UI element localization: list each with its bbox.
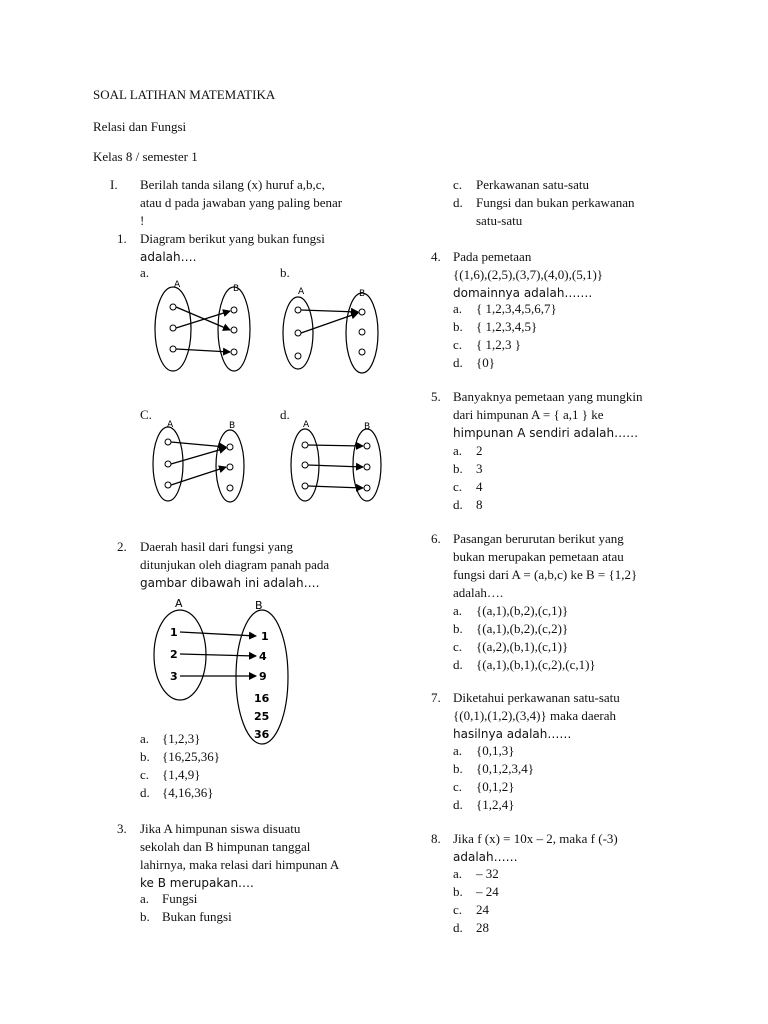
q4-line-1: Pada pemetaan <box>453 249 532 264</box>
point <box>364 485 370 491</box>
arrow <box>176 311 230 328</box>
q3-option-d-letter: d. <box>453 195 463 210</box>
arrow <box>308 465 363 467</box>
q3-option-c: Perkawanan satu-satu <box>476 177 589 192</box>
q2-option-d-letter: d. <box>140 785 150 800</box>
q6-option-d: {(a,1),(b,1),(c,2),(c,1)} <box>476 657 596 672</box>
q1-text: Diagram berikut yang bukan fungsi <box>140 231 325 246</box>
q3-option-b-letter: b. <box>140 909 150 924</box>
q7-option-d-letter: d. <box>453 797 463 812</box>
q8-line-2: adalah…… <box>453 850 518 864</box>
point <box>227 464 233 470</box>
q8-option-c-letter: c. <box>453 902 463 917</box>
diagram-c-set-a-label: A <box>167 420 174 430</box>
q6-line-2: bukan merupakan pemetaan atau <box>453 549 624 564</box>
instruction-line-3: ! <box>140 213 145 228</box>
q2-option-a-letter: a. <box>140 731 150 746</box>
q8-option-c: 24 <box>476 902 489 917</box>
q2-option-d: {4,16,36} <box>162 785 214 800</box>
q2-domain-2: 2 <box>170 648 178 661</box>
q6-option-d-letter: d. <box>453 657 463 672</box>
q2-line-3: gambar dibawah ini adalah…. <box>140 576 320 590</box>
q2-line-1: Daerah hasil dari fungsi yang <box>140 539 294 554</box>
point <box>231 349 237 355</box>
q5-option-d: 8 <box>476 497 483 512</box>
q2-codomain-36: 36 <box>254 728 270 741</box>
q6-option-c: {(a,2),(b,1),(c,1)} <box>476 639 569 654</box>
q1-label-d: d. <box>280 407 290 422</box>
point <box>302 442 308 448</box>
page-title: SOAL LATIHAN MATEMATIKA <box>93 87 276 102</box>
q2-diagram <box>154 597 288 744</box>
point <box>302 483 308 489</box>
q2-number: 2. <box>117 539 127 554</box>
q2-domain-1: 1 <box>170 626 178 639</box>
q7-line-2: {(0,1),(1,2),(3,4)} maka daerah <box>453 708 616 723</box>
point <box>364 443 370 449</box>
q8-option-a: – 32 <box>476 866 499 881</box>
q3-line-1: Jika A himpunan siswa disuatu <box>140 821 301 836</box>
arrow <box>180 632 256 636</box>
arrow <box>176 307 230 330</box>
q5-option-c: 4 <box>476 479 483 494</box>
q3-option-d: Fungsi dan bukan perkawanan <box>476 195 635 210</box>
q5-option-a: 2 <box>476 443 483 458</box>
q2-option-a: {1,2,3} <box>162 731 201 746</box>
q4-number: 4. <box>431 249 441 264</box>
q3-line-4: ke B merupakan…. <box>140 876 254 890</box>
q1-diagram-d <box>291 420 381 501</box>
point <box>170 346 176 352</box>
q7-option-a: {0,1,3} <box>476 743 515 758</box>
q1-diagram-a <box>155 280 250 371</box>
q4-option-d: {0} <box>476 355 495 370</box>
diagram-d-set-b-label: B <box>364 422 371 432</box>
q2-line-2: ditunjukan oleh diagram panah pada <box>140 557 330 572</box>
q5-option-c-letter: c. <box>453 479 463 494</box>
q5-line-1: Banyaknya pemetaan yang mungkin <box>453 389 643 404</box>
q4-option-c: { 1,2,3 } <box>476 337 521 352</box>
q1-diagram-b <box>283 287 378 373</box>
q7-option-b: {0,1,2,3,4} <box>476 761 534 776</box>
q6-option-a: {(a,1),(b,2),(c,1)} <box>476 603 569 618</box>
q7-number: 7. <box>431 690 441 705</box>
arrow <box>301 313 358 333</box>
q6-line-1: Pasangan berurutan berikut yang <box>453 531 624 546</box>
diagram-b-set-b-label: B <box>359 289 366 299</box>
point <box>359 349 365 355</box>
q6-option-b-letter: b. <box>453 621 463 636</box>
q1-text-cont: adalah…. <box>140 250 197 264</box>
point <box>295 353 301 359</box>
q4-line-2: {(1,6),(2,5),(3,7),(4,0),(5,1)} <box>453 267 604 282</box>
q6-option-c-letter: c. <box>453 639 463 654</box>
point <box>170 325 176 331</box>
diagram-a-set-a-label: A <box>174 280 181 290</box>
q5-option-a-letter: a. <box>453 443 463 458</box>
q4-option-d-letter: d. <box>453 355 463 370</box>
q8-option-d-letter: d. <box>453 920 463 935</box>
point <box>364 464 370 470</box>
q5-option-b-letter: b. <box>453 461 463 476</box>
q3-number: 3. <box>117 821 127 836</box>
q2-option-b: {16,25,36} <box>162 749 220 764</box>
q7-option-c: {0,1,2} <box>476 779 515 794</box>
q2-set-b-label: B <box>255 599 263 612</box>
point <box>359 329 365 335</box>
q5-line-2: dari himpunan A = { a,1 } ke <box>453 407 604 422</box>
q5-option-d-letter: d. <box>453 497 463 512</box>
q8-option-b-letter: b. <box>453 884 463 899</box>
page-subtitle: Relasi dan Fungsi <box>93 119 187 134</box>
instruction-line-2: atau d pada jawaban yang paling benar <box>140 195 343 210</box>
q8-option-a-letter: a. <box>453 866 463 881</box>
arrow <box>171 448 226 464</box>
q3-line-3: lahirnya, maka relasi dari himpunan A <box>140 857 340 872</box>
point <box>231 327 237 333</box>
q2-domain-3: 3 <box>170 670 178 683</box>
q8-line-1: Jika f (x) = 10x – 2, maka f (-3) <box>453 831 618 846</box>
point <box>227 444 233 450</box>
q2-codomain-25: 25 <box>254 710 270 723</box>
point <box>165 482 171 488</box>
q2-codomain-16: 16 <box>254 692 270 705</box>
q7-option-d: {1,2,4} <box>476 797 515 812</box>
q2-codomain-1: 1 <box>261 630 269 643</box>
q3-line-2: sekolah dan B himpunan tanggal <box>140 839 311 854</box>
q2-option-c-letter: c. <box>140 767 150 782</box>
arrow <box>171 442 226 447</box>
arrow <box>180 654 256 656</box>
q2-codomain-9: 9 <box>259 670 267 683</box>
q7-option-b-letter: b. <box>453 761 463 776</box>
q6-line-3: fungsi dari A = (a,b,c) ke B = {1,2} <box>453 567 638 582</box>
q4-line-3: domainnya adalah……. <box>453 286 593 300</box>
q5-line-3: himpunan A sendiri adalah…… <box>453 426 639 440</box>
point <box>302 462 308 468</box>
point <box>170 304 176 310</box>
q4-option-b-letter: b. <box>453 319 463 334</box>
q2-codomain-4: 4 <box>259 650 267 663</box>
point <box>227 485 233 491</box>
q2-set-a-label: A <box>175 597 183 610</box>
q8-option-d: 28 <box>476 920 489 935</box>
q4-option-c-letter: c. <box>453 337 463 352</box>
q4-option-a-letter: a. <box>453 301 463 316</box>
q3-option-c-letter: c. <box>453 177 463 192</box>
q6-number: 6. <box>431 531 441 546</box>
point <box>165 439 171 445</box>
q5-number: 5. <box>431 389 441 404</box>
q1-label-c: C. <box>140 407 152 422</box>
q4-option-b: { 1,2,3,4,5} <box>476 319 538 334</box>
point <box>295 330 301 336</box>
q6-line-4: adalah…. <box>453 585 504 600</box>
diagram-a-set-b-label: B <box>233 284 240 294</box>
q6-option-b: {(a,1),(b,2),(c,2)} <box>476 621 569 636</box>
q7-line-1: Diketahui perkawanan satu-satu <box>453 690 620 705</box>
q8-number: 8. <box>431 831 441 846</box>
q1-label-b: b. <box>280 265 290 280</box>
diagram-d-set-a-label: A <box>303 420 310 430</box>
diagram-c-set-b-label: B <box>229 421 236 431</box>
q7-line-3: hasilnya adalah…… <box>453 727 572 741</box>
class-info: Kelas 8 / semester 1 <box>93 149 198 164</box>
q8-option-b: – 24 <box>476 884 499 899</box>
arrow <box>176 349 230 352</box>
q1-label-a: a. <box>140 265 150 280</box>
q3-option-d-cont: satu-satu <box>476 213 523 228</box>
q6-option-a-letter: a. <box>453 603 463 618</box>
q7-option-c-letter: c. <box>453 779 463 794</box>
q4-option-a: { 1,2,3,4,5,6,7} <box>476 301 557 316</box>
q2-option-c: {1,4,9} <box>162 767 201 782</box>
point <box>359 309 365 315</box>
q1-diagram-c <box>153 420 244 502</box>
instruction-line-1: Berilah tanda silang (x) huruf a,b,c, <box>140 177 325 192</box>
diagram-b-set-a-label: A <box>298 287 305 297</box>
q3-option-a-letter: a. <box>140 891 150 906</box>
q1-number: 1. <box>117 231 127 246</box>
point <box>231 307 237 313</box>
point <box>295 307 301 313</box>
q7-option-a-letter: a. <box>453 743 463 758</box>
q3-option-b: Bukan fungsi <box>162 909 232 924</box>
q2-option-b-letter: b. <box>140 749 150 764</box>
point <box>165 461 171 467</box>
q3-option-a: Fungsi <box>162 891 198 906</box>
q5-option-b: 3 <box>476 461 483 476</box>
section-numeral: I. <box>110 177 118 192</box>
